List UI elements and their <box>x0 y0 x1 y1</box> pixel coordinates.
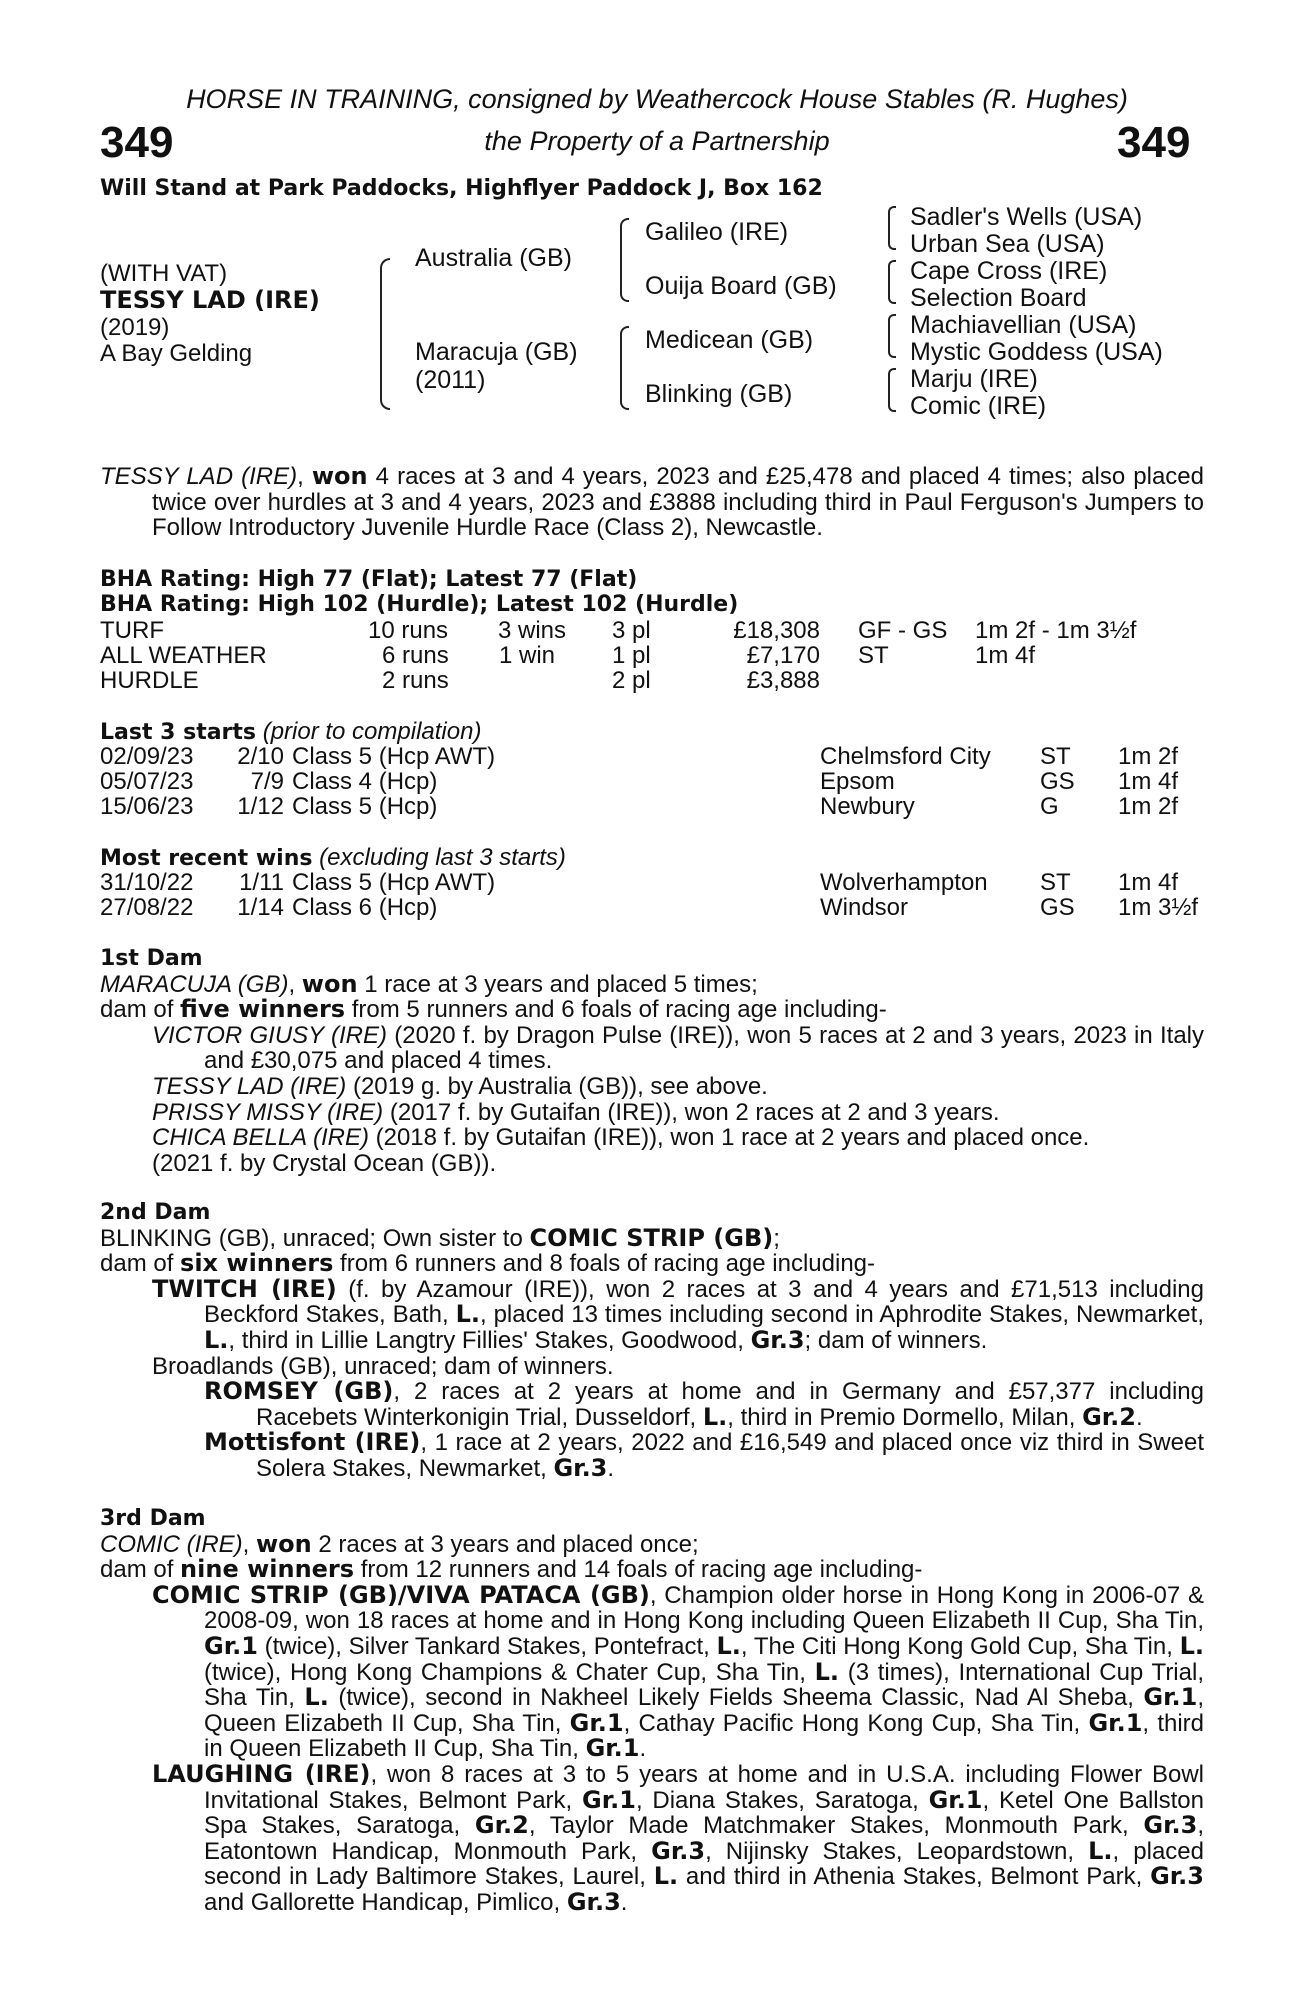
pedigree-g4: Selection Board <box>910 284 1087 312</box>
group-marker: Gr.3 <box>1143 1811 1198 1840</box>
pedigree-dam-year: (2011) <box>415 366 486 394</box>
rt-wins: 3 wins <box>498 617 567 644</box>
offspring-text: , Ketel One Ballston Spa Stakes, Saratoga, <box>204 1786 1204 1840</box>
l3-pos: 2/10 <box>237 743 284 770</box>
offspring-name: LAUGHING (IRE) <box>152 1759 371 1788</box>
offspring-text: , Eatontown Handicap, Monmouth Park, <box>204 1812 1204 1865</box>
group-marker: Gr.2 <box>474 1811 529 1840</box>
first-dam-offspring <box>152 1023 1204 1074</box>
first-dam-offspring <box>152 1074 1204 1100</box>
summary-name: TESSY LAD (IRE) <box>100 463 298 490</box>
third-dam-section: 3rd Dam COMIC (IRE), won 2 races at 3 years and placed once; dam of nine winners from 12 runners and 14 foals of racing age including- COMIC STRIP (GB)/VIVA PATACA (GB), Champion older horse in Hong Kong in 2006-07 & 2008-09, won 18 races at home and in Hong Kong including Queen Elizabeth II Cup, Sha Tin, Gr.1 (twice), Silver Tankard Stakes, Pontefract, L., The Citi Hong Kong Gold Cup, Sha Tin, L. (twice), Hong Kong Champions & Chater Cup, Sha Tin, L. (3 times), International Cup Trial, Sha Tin, L. (twice), second in Nakheel Likely Fields Sheema Classic, Nad Al Sheba, Gr.1, Queen Elizabeth II Cup, Sha Tin, Gr.1, Cathay Pacific Hong Kong Cup, Sha Tin, Gr.1, third in Queen Elizabeth II Cup, Sha Tin, Gr.1. LAUGHING (IRE), won 8 races at 3 to 5 years at home and in U.S.A. including Flower Bowl Invitational Stakes, Belmont Park, Gr.1, Diana Stakes, Saratoga, Gr.1, Ketel One Ballston Spa Stakes, Saratoga, Gr.2, Taylor Made Matchmaker Stakes, Monmouth Park, Gr.3, Eatontown Handicap, Monmouth Park, Gr.3, Nijinsky Stakes, Leopardstown, L., placed second in Lady Baltimore Stakes, Laurel, L. and third in Athenia Stakes, Belmont Park, Gr.3 and Gallorette Handicap, Pimlico, Gr.3. <box>100 1506 1205 1916</box>
rt-dist: 1m 2f - 1m 3½f <box>975 617 1137 644</box>
group-marker: Gr.3 <box>566 1887 621 1916</box>
second-dam-winners: six winners <box>180 1249 334 1278</box>
l3-date: 02/09/23 <box>100 743 194 770</box>
rt-going: ST <box>858 642 889 669</box>
offspring-text: (3 times), International Cup Trial, Sha Tin, <box>204 1658 1204 1712</box>
listed-marker: L. <box>1179 1631 1205 1660</box>
offspring-text: (twice), second in Nakheel Likely Fields Sheema Classic, Nad Al Sheba, <box>328 1684 1144 1712</box>
third-dam-title: 3rd Dam <box>100 1506 206 1531</box>
offspring-text: (twice), Silver Tankard Stakes, Pontefract, <box>257 1632 717 1660</box>
offspring-text: , placed 13 times including second in Aphrodite Stakes, Newmarket, <box>479 1301 1204 1329</box>
l3-going: GS <box>1040 768 1075 795</box>
offspring-name: Mottisfont (IRE) <box>204 1428 421 1457</box>
rw-going: GS <box>1040 894 1075 921</box>
rt-going: GF - GS <box>858 617 948 644</box>
rw-class: Class 5 (Hcp AWT) <box>292 869 496 896</box>
offspring-text: . <box>1136 1403 1143 1431</box>
rt-dist: 1m 4f <box>975 642 1036 669</box>
pedigree-g1: Sadler's Wells (USA) <box>910 203 1143 231</box>
listed-marker: L. <box>304 1683 329 1712</box>
vat-note: (WITH VAT) <box>100 260 228 287</box>
last3-note: (prior to compilation) <box>262 718 482 745</box>
offspring-text: ; dam of winners. <box>804 1326 988 1354</box>
third-dam-name: COMIC (IRE) <box>100 1530 243 1558</box>
rt-runs: 6 runs <box>382 642 449 669</box>
rw-date: 31/10/22 <box>100 869 194 896</box>
rw-dist: 1m 3½f <box>1118 894 1199 921</box>
first-dam-offspring <box>152 1151 1204 1177</box>
offspring-text: , won 8 races at 3 to 5 years at home and in U.S.A. including Flower Bowl Invitational Stakes, Belmont Park, <box>204 1760 1204 1814</box>
offspring-text: (2017 f. by Gutaifan (IRE)), won 2 races at 2 and 3 years. <box>383 1098 1000 1126</box>
first-dam-runners: from 5 runners and 6 foals of racing age including- <box>345 996 887 1024</box>
offspring-name: CHICA BELLA (IRE) <box>152 1124 369 1152</box>
brace-parents <box>380 258 390 410</box>
offspring-text: , third in Lillie Langtry Fillies' Stakes, Goodwood, <box>228 1326 751 1354</box>
listed-marker: L. <box>814 1657 840 1686</box>
offspring-name: VICTOR GIUSY (IRE) <box>152 1021 387 1049</box>
rw-date: 27/08/22 <box>100 894 194 921</box>
rating-hurdle: BHA Rating: High 102 (Hurdle); Latest 102 (Hurdle) <box>100 592 739 617</box>
second-dam-runners: from 6 runners and 8 foals of racing age including- <box>333 1250 876 1278</box>
horse-year: (2019) <box>100 314 170 341</box>
first-dam-winners: five winners <box>180 995 346 1024</box>
offspring-text: (twice), Hong Kong Champions & Chater Cup, Sha Tin, <box>204 1658 815 1686</box>
pedigree-g2: Urban Sea (USA) <box>910 230 1105 258</box>
pedigree-dam-sire: Medicean (GB) <box>645 326 814 354</box>
listed-marker: L. <box>455 1300 480 1329</box>
first-dam-won: won <box>301 969 358 998</box>
granddaughter-offspring <box>204 1379 1204 1430</box>
offspring-name: PRISSY MISSY (IRE) <box>152 1098 384 1126</box>
l3-going: ST <box>1040 743 1071 770</box>
recent-note: (excluding last 3 starts) <box>319 844 566 871</box>
rt-prize: £3,888 <box>746 667 820 694</box>
rt-runs: 2 runs <box>382 667 449 694</box>
last3-title: Last 3 starts <box>100 720 257 745</box>
listed-marker: L. <box>702 1402 728 1431</box>
brace-g3 <box>888 314 896 358</box>
rt-surface: TURF <box>100 617 164 644</box>
lot-number-left: 349 <box>100 118 174 167</box>
second-dam-title: 2nd Dam <box>100 1200 211 1225</box>
offspring-text: (2019 g. by Australia (GB)), see above. <box>346 1072 768 1100</box>
pedigree-g5: Machiavellian (USA) <box>910 311 1137 339</box>
offspring-text: , third in Premio Dormello, Milan, <box>727 1403 1083 1431</box>
horse-description: A Bay Gelding <box>100 340 253 367</box>
brace-sire-parents <box>620 218 629 302</box>
offspring-text: , Diana Stakes, Saratoga, <box>635 1786 929 1814</box>
l3-pos: 7/9 <box>250 768 284 795</box>
offspring-text: (2018 f. by Gutaifan (IRE)), won 1 race at 2 years and placed once. <box>368 1124 1090 1152</box>
offspring-text: . <box>607 1454 615 1482</box>
third-dam-offspring <box>152 1759 1204 1916</box>
pedigree-g3: Cape Cross (IRE) <box>910 257 1108 285</box>
pedigree-dam: Maracuja (GB) <box>415 338 578 366</box>
third-dam-runners: from 12 runners and 14 foals of racing age including- <box>354 1556 923 1584</box>
brace-g4 <box>888 368 896 412</box>
offspring-text: , Queen Elizabeth II Cup, Sha Tin, <box>204 1684 1204 1737</box>
offspring-text: , 2 races at 2 years at home and in Germany and £57,377 including Racebets Winterkonigin Trial, Dusseldorf, <box>256 1378 1205 1431</box>
consignment-line: HORSE IN TRAINING, consigned by Weathercock House Stables (R. Hughes) <box>186 84 1128 114</box>
l3-going: G <box>1040 793 1059 820</box>
offspring-text: , Champion older horse in Hong Kong in 2006-07 & 2008-09, won 18 races at home and in Hong Kong including Queen Elizabeth II Cup, Sha Tin, <box>204 1581 1204 1635</box>
group-marker: Gr.1 <box>569 1708 624 1737</box>
third-dam-record: 2 races at 3 years and placed once; <box>311 1530 699 1558</box>
race-summary: TESSY LAD (IRE), won 4 races at 3 and 4 years, 2023 and £25,478 and placed 4 times; also placed twice over hurdles at 3 and 4 years, 2023 and £3888 including third in Paul Ferguson's Jumpers to Follow Introductory Juvenile Hurdle Race (Class 2), Newcastle. <box>100 462 1204 542</box>
first-dam-section: 1st Dam MARACUJA (GB), won 1 race at 3 years and placed 5 times; dam of five winners from 5 runners and 6 foals of racing age including- VICTOR GIUSY (IRE) (2020 f. by Dragon Pulse (IRE)), won 5 races at 2 and 3 years, 2023 in Italy and £30,075 and placed 4 times. TESSY LAD (IRE) (2019 g. by Australia (GB)), see above. PRISSY MISSY (IRE) (2017 f. by Gutaifan (IRE)), won 2 races at 2 and 3 years. CHICA BELLA (IRE) (2018 f. by Gutaifan (IRE)), won 1 race at 2 years and placed once. (2021 f. by Crystal Ocean (GB)). <box>100 946 1204 1177</box>
last3-heading <box>100 718 481 746</box>
group-marker: Gr.1 <box>582 1785 636 1814</box>
offspring-text: , The Citi Hong Kong Gold Cup, Sha Tin, <box>740 1632 1180 1660</box>
offspring-text: (f. by Azamour (IRE)), won 2 races at 3 and 4 years and £71,513 including Beckford Stakes, Bath, <box>204 1275 1205 1329</box>
first-dam-name: MARACUJA (GB) <box>100 970 289 998</box>
offspring-text: and third in Athenia Stakes, Belmont Park, <box>678 1863 1151 1891</box>
listed-marker: L. <box>716 1631 741 1660</box>
third-dam-won: won <box>256 1529 312 1558</box>
rt-pl: 1 pl <box>612 642 651 669</box>
stand-location: Will Stand at Park Paddocks, Highflyer Paddock J, Box 162 <box>100 176 823 201</box>
pedigree-g7: Marju (IRE) <box>910 365 1038 393</box>
rw-course: Windsor <box>820 894 909 921</box>
group-marker: Gr.3 <box>651 1836 706 1865</box>
offspring-name: TWITCH (IRE) <box>152 1274 337 1303</box>
group-marker: Gr.3 <box>553 1453 608 1482</box>
pedigree-sire-sire: Galileo (IRE) <box>645 218 789 246</box>
brace-dam-parents <box>620 326 629 410</box>
second-dam-offspring <box>152 1274 1205 1354</box>
rw-course: Wolverhampton <box>820 869 988 896</box>
group-marker: Gr.1 <box>928 1785 983 1814</box>
recent-heading <box>100 844 566 872</box>
group-marker: Gr.2 <box>1082 1402 1136 1431</box>
offspring-name: TESSY LAD (IRE) <box>152 1072 347 1100</box>
offspring-name: COMIC STRIP (GB)/VIVA PATACA (GB) <box>152 1580 650 1609</box>
third-dam-winners: nine winners <box>180 1555 355 1584</box>
rt-prize: £18,308 <box>733 617 820 644</box>
rt-surface: ALL WEATHER <box>100 642 267 669</box>
second-dam-damof: dam of <box>100 1250 181 1278</box>
lot-number-right: 349 <box>1117 118 1191 167</box>
summary-text: 4 races at 3 and 4 years, 2023 and £25,478 and placed 4 times; also placed twice over hurdles at 3 and 4 years, 2023 and £3888 including third in Paul Ferguson's Jumpers to Follow Introductory Juvenile Hurdle Race (Class 2), Newcastle. <box>152 463 1204 542</box>
second-dam-section <box>100 1200 1204 1482</box>
group-marker: Gr.3 <box>1150 1862 1204 1891</box>
first-dam-record: 1 race at 3 years and placed 5 times; <box>357 970 758 998</box>
rt-pl: 3 pl <box>612 617 651 644</box>
l3-class: Class 5 (Hcp) <box>292 793 438 820</box>
summary-won: won <box>311 462 368 490</box>
rt-surface: HURDLE <box>100 667 199 694</box>
pedigree-dam-dam: Blinking (GB) <box>645 380 793 408</box>
l3-dist: 1m 4f <box>1118 768 1179 795</box>
offspring-text: (2020 f. by Dragon Pulse (IRE)), won 5 races at 2 and 3 years, 2023 in Italy and £30,075 and placed 4 times. <box>204 1021 1204 1075</box>
offspring-name: ROMSEY (GB) <box>204 1377 394 1406</box>
group-marker: Gr.1 <box>585 1734 640 1763</box>
group-marker: Gr.1 <box>204 1631 258 1660</box>
rw-class: Class 6 (Hcp) <box>292 894 438 921</box>
third-dam-offspring <box>152 1580 1205 1763</box>
offspring-text: , Nijinsky Stakes, Leopardstown, <box>705 1837 1089 1865</box>
pedigree-sire: Australia (GB) <box>415 244 572 272</box>
rt-prize: £7,170 <box>746 642 820 669</box>
brace-g1 <box>888 206 896 250</box>
offspring-text: , Taylor Made Matchmaker Stakes, Monmouth Park, <box>528 1812 1144 1840</box>
first-dam-offspring <box>152 1100 1204 1126</box>
group-marker: Gr.1 <box>1088 1708 1143 1737</box>
listed-marker: L. <box>204 1325 229 1354</box>
offspring-text: , 1 race at 2 years, 2022 and £16,549 and placed once viz third in Sweet Solera Stakes, Newmarket, <box>256 1429 1204 1482</box>
listed-marker: L. <box>653 1862 679 1891</box>
rt-wins: 1 win <box>499 642 556 669</box>
horse-name: TESSY LAD (IRE) <box>100 286 320 314</box>
offspring-text: , third in Queen Elizabeth II Cup, Sha Tin, <box>204 1709 1205 1763</box>
second-dam-sister: COMIC STRIP (GB) <box>529 1223 774 1252</box>
l3-class: Class 4 (Hcp) <box>292 768 438 795</box>
second-dam-offspring: Broadlands (GB), unraced; dam of winners. <box>152 1352 614 1380</box>
rw-pos: 1/14 <box>237 894 284 921</box>
rw-dist: 1m 4f <box>1118 869 1179 896</box>
property-line: the Property of a Partnership <box>484 126 830 156</box>
rt-runs: 10 runs <box>368 617 449 644</box>
offspring-text: . <box>639 1735 647 1763</box>
granddaughter-offspring <box>204 1430 1204 1481</box>
second-dam-punct: ; <box>773 1224 780 1252</box>
offspring-text: , placed second in Lady Baltimore Stakes, Laurel, <box>204 1837 1204 1891</box>
brace-g2 <box>888 260 896 304</box>
offspring-text: and Gallorette Handicap, Pimlico, <box>204 1888 567 1916</box>
rw-going: ST <box>1040 869 1071 896</box>
pedigree-sire-dam: Ouija Board (GB) <box>645 272 837 300</box>
recent-title: Most recent wins <box>100 846 313 871</box>
group-marker: Gr.3 <box>750 1325 805 1354</box>
first-dam-offspring <box>152 1125 1204 1151</box>
rating-flat: BHA Rating: High 77 (Flat); Latest 77 (Flat) <box>100 567 638 592</box>
pedigree-g8: Comic (IRE) <box>910 392 1047 420</box>
l3-dist: 1m 2f <box>1118 743 1179 770</box>
l3-course: Newbury <box>820 793 915 820</box>
rt-pl: 2 pl <box>612 667 651 694</box>
group-marker: Gr.1 <box>1143 1683 1198 1712</box>
first-dam-title: 1st Dam <box>100 946 203 971</box>
offspring-text: (2021 f. by Crystal Ocean (GB)). <box>152 1149 497 1177</box>
offspring-text: , Cathay Pacific Hong Kong Cup, Sha Tin, <box>623 1709 1089 1737</box>
first-dam-damof: dam of <box>100 996 181 1024</box>
rw-pos: 1/11 <box>239 869 284 896</box>
pedigree-g6: Mystic Goddess (USA) <box>910 338 1163 366</box>
l3-class: Class 5 (Hcp AWT) <box>292 743 496 770</box>
third-dam-damof: dam of <box>100 1556 181 1584</box>
l3-date: 15/06/23 <box>100 793 194 820</box>
listed-marker: L. <box>1088 1836 1113 1865</box>
l3-date: 05/07/23 <box>100 768 194 795</box>
offspring-text: . <box>620 1888 628 1916</box>
l3-pos: 1/12 <box>237 793 284 820</box>
l3-dist: 1m 2f <box>1118 793 1179 820</box>
l3-course: Epsom <box>820 768 895 795</box>
l3-course: Chelmsford City <box>820 743 991 770</box>
second-dam-intro: BLINKING (GB), unraced; Own sister to <box>100 1224 530 1252</box>
